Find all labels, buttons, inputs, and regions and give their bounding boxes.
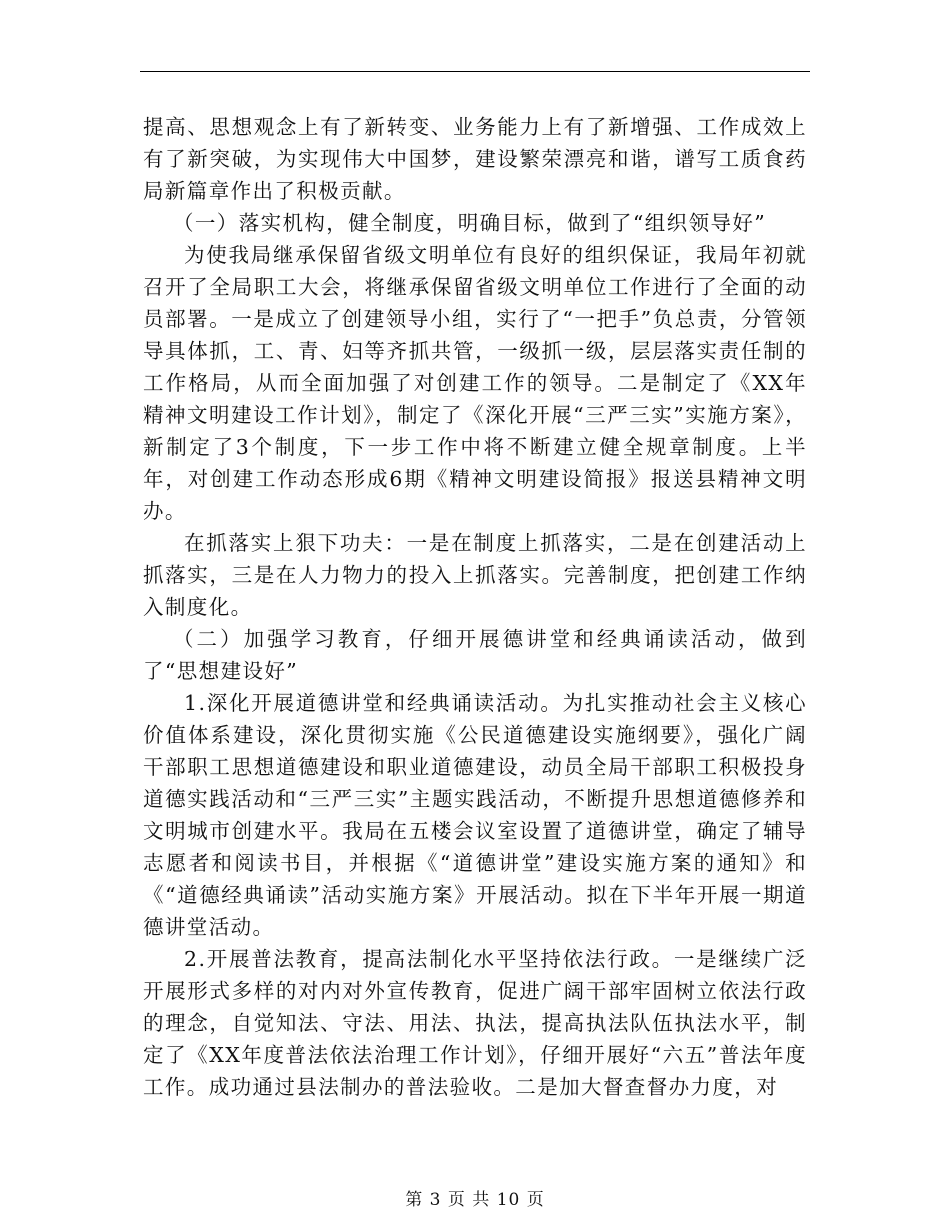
section-heading-2: （二）加强学习教育，仔细开展德讲堂和经典诵读活动，做到了“思想建设好” <box>143 627 807 683</box>
paragraph-continuation: 提高、思想观念上有了新转变、业务能力上有了新增强、工作成效上有了新突破，为实现伟大中国梦，建设繁荣漂亮和谐，谱写工质食药局新篇章作出了积极贡献。 <box>143 115 807 203</box>
page-footer: 第 3 页 共 10 页 <box>405 1190 545 1210</box>
paragraph-organization: 为使我局继承保留省级文明单位有良好的组织保证，我局年初就召开了全局职工大会，将继承保留省级文明单位工作进行了全面的动员部署。一是成立了创建领导小组，实行了“一把手”负总责，分管领导具体抓，工、青、妇等齐抓共管，一级抓一级，层层落实责任制的工作格局，从而全面加强了对创建工作的领导。二是制定了《XX年精神文明建设工作计划》，制定了《深化开展“三严三实”实施方案》，新制定了3个制度，下一步工作中将不断建立健全规章制度。上半年，对创建工作动态形成6期《精神文明建设简报》报送县精神文明办。 <box>143 243 807 523</box>
header-rule <box>140 71 810 72</box>
document-body <box>143 111 807 1103</box>
paragraph-moral-lecture: 1.深化开展道德讲堂和经典诵读活动。为扎实推动社会主义核心价值体系建设，深化贯彻实施《公民道德建设实施纲要》，强化广阔干部职工思想道德建设和职业道德建设，动员全局干部职工积极投身道德实践活动和“三严三实”主题实践活动，不断提升思想道德修养和文明城市创建水平。我局在五楼会议室设置了道德讲堂，确定了辅导志愿者和阅读书目，并根据《“道德讲堂”建设实施方案的通知》和《“道德经典诵读”活动实施方案》开展活动。拟在下半年开展一期道德讲堂活动。 <box>143 691 807 939</box>
paragraph-implementation: 在抓落实上狠下功夫：一是在制度上抓落实，二是在创建活动上抓落实，三是在人力物力的投入上抓落实。完善制度，把创建工作纳入制度化。 <box>143 531 807 619</box>
section-heading-1: （一）落实机构，健全制度，明确目标，做到了“组织领导好” <box>173 211 767 235</box>
paragraph-legal-education: 2.开展普法教育，提高法制化水平坚持依法行政。一是继续广泛开展形式多样的对内对外宣传教育，促进广阔干部牢固树立依法行政的理念，自觉知法、守法、用法、执法，提高执法队伍执法水平，制定了《XX年度普法依法治理工作计划》，仔细开展好“六五”普法年度工作。成功通过县法制办的普法验收。二是加大督查督办力度，对 <box>143 947 807 1099</box>
